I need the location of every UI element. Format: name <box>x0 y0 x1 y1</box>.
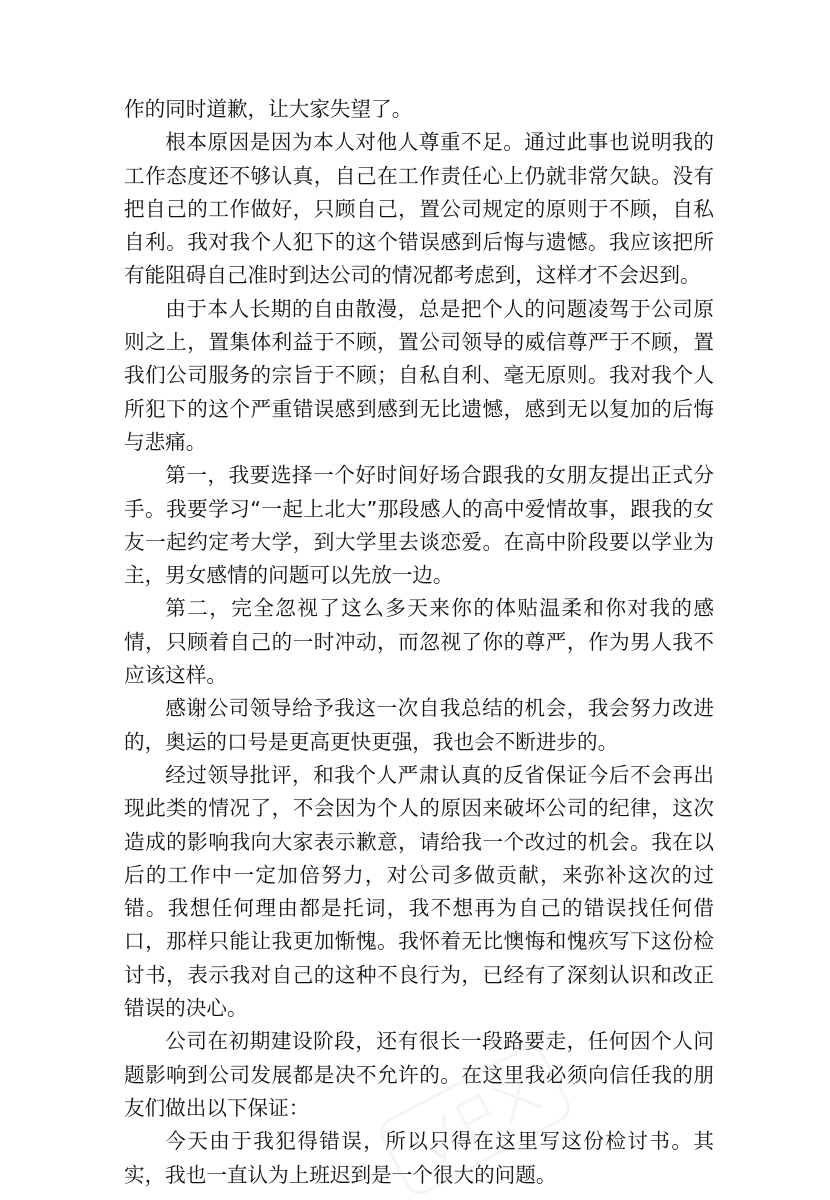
paragraph: 今天由于我犯得错误，所以只得在这里写这份检讨书。其实，我也一直认为上班迟到是一个很大的问题。 <box>124 1129 714 1187</box>
paragraph: 由于本人长期的自由散漫，总是把个人的问题凌驾于公司原则之上，置集体利益于不顾，置公司领导的威信尊严于不顾，置我们公司服务的宗旨于不顾；自私自利、毫无原则。我对我个人所犯下的这个严重错误感到感到无比遗憾，感到无以复加的后悔与悲痛。 <box>124 296 714 454</box>
paragraph: 经过领导批评，和我个人严肃认真的反省保证今后不会再出现此类的情况了，不会因为个人的原因来破坏公司的纪律，这次造成的影响我向大家表示歉意，请给我一个改过的机会。我在以后的工作中一定加倍努力，对公司多做贡献，来弥补这次的过错。我想任何理由都是托词，我不想再为自己的错误找任何借口，那样只能让我更加惭愧。我怀着无比懊悔和愧疚写下这份检讨书，表示我对自己的这种不良行为，已经有了深刻认识和改正错误的决心。 <box>124 762 714 1021</box>
document-body <box>124 93 714 1192</box>
paragraph: 第二，完全忽视了这么多天来你的体贴温柔和你对我的感情，只顾着自己的一时冲动，而忽视了你的尊严，作为男人我不应该这样。 <box>124 596 714 688</box>
paragraph: 作的同时道歉，让大家失望了。 <box>124 97 413 121</box>
paragraph: 根本原因是因为本人对他人尊重不足。通过此事也说明我的工作态度还不够认真，自己在工作责任心上仍就非常欠缺。没有把自己的工作做好，只顾自己，置公司规定的原则于不顾，自私自利。我对我个人犯下的这个错误感到后悔与遗憾。我应该把所有能阻碍自己准时到达公司的情况都考虑到，这样才不会迟到。 <box>124 130 714 288</box>
paragraph: 感谢公司领导给予我这一次自我总结的机会，我会努力改进的，奥运的口号是更高更快更强，我也会不断进步的。 <box>124 696 714 754</box>
paragraph: 第一，我要选择一个好时间好场合跟我的女朋友提出正式分手。我要学习“一起上北大”那段感人的高中爱情故事，跟我的女友一起约定考大学，到大学里去谈恋爱。在高中阶段要以学业为主，男女感情的问题可以先放一边。 <box>124 463 714 588</box>
paragraph: 公司在初期建设阶段，还有很长一段路要走，任何因个人问题影响到公司发展都是决不允许的。在这里我必须向信任我的朋友们做出以下保证： <box>124 1029 714 1120</box>
